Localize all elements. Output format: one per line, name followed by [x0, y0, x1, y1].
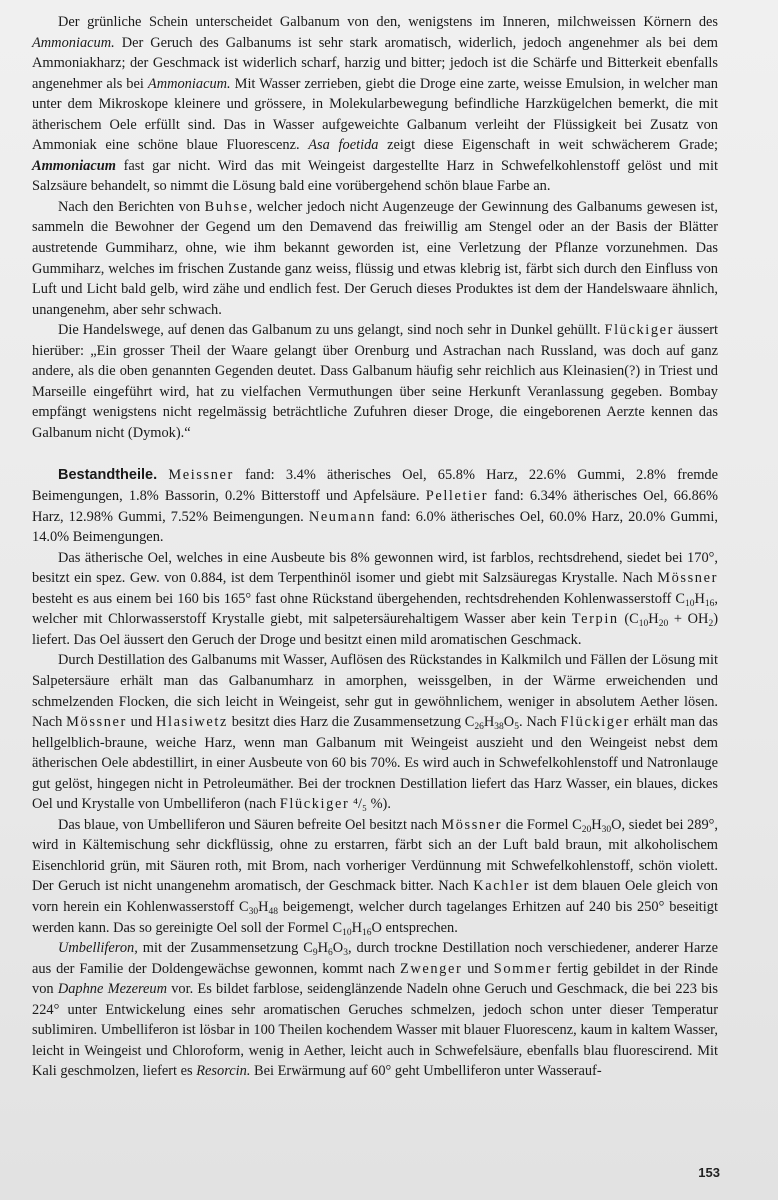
text-run: Der Geruch des Galbanums ist sehr stark aromatisch, widerlich, jedoch angenehmer als bei dem Ammoniakharz; der Geschmack ist widerlich scharf, harzig und bitter; jedoch ist die Schärfe und Bitterkeit ebenfalls angenehmer als bei — [32, 34, 718, 92]
text-run: Das blaue, von Umbelliferon und Säuren befreite Oel besitzt nach — [58, 816, 442, 833]
text-run: und — [462, 960, 494, 977]
text-run: Bei Erwärmung auf 60° geht Umbelliferon unter Wasserauf- — [250, 1063, 602, 1080]
text-run: Nach den Berichten von — [58, 198, 205, 215]
text-run: fand: 3.4% ätherisches Oel, 65.8% Harz, 22.6% Gummi, 2.8% fremde Beimengungen, 1.8% Bassorin, 0.2% Bitterstoff und Apfelsäure. — [32, 467, 718, 505]
author-name: Buhse — [204, 198, 249, 215]
author-name: Pelletier — [425, 488, 489, 505]
text-run: äussert hierüber: „Ein grosser Theil der Waare gelangt über Orenburg und Astrachan nach Russland, was doch auf ganz andere, als die oben genannten Gegenden deutet. Dass Galbanum häufig sehr reichlich aus Kleinasien(?) in Triest und Marseille eingeführt wird, hat zu vielfachen Vermuthungen über seine Herkunft Veranlassung gegeben. Bombay empfängt wenigstens nicht regelmässig beträchtliche Zufuhren dieser Droge, die eingeborenen Aerzte kennen das Galbanum nicht (Dymok).“ — [32, 322, 718, 441]
body-text — [32, 12, 718, 1082]
text-run: , durch trockne Destillation noch verschiedener, anderer Harze aus der Familie der Doldengewächse gewonnen, kommt nach — [32, 940, 718, 977]
text-run: ) liefert. Das Oel äussert den Geruch der Droge und besitzt einen mild aromatischen Geschmack. — [32, 611, 718, 648]
paragraph-resin — [32, 650, 718, 814]
paragraph-trade-routes — [32, 320, 718, 443]
text-run: fand: 6.0% ätherisches Oel, 60.0% Harz, 20.0% Gummi, 14.0% Beimengungen. — [32, 508, 718, 546]
text-run: fand: 6.34% ätherisches Oel, 66.86% Harz, 12.98% Gummi, 7.52% Beimengungen. — [32, 488, 718, 525]
formula-subscript: 26 — [474, 722, 484, 733]
text-run: fertig gebildet in der Rinde von — [32, 960, 719, 998]
formula-subscript: 10 — [684, 598, 695, 609]
text-run: H — [648, 611, 659, 628]
author-name: Flückiger — [604, 322, 675, 339]
italic-term: Ammoniacum. — [147, 75, 231, 92]
formula-subscript: 38 — [494, 722, 504, 733]
text-run: + OH — [668, 611, 709, 628]
text-run: fast gar nicht. Wird das mit Weingeist dargestellte Harz in Schwefelkohlenstoff gelöst und mit Salzsäure behandelt, so nimmt die Lösung bald eine vorübergehend schön blaue Farbe an. — [32, 157, 718, 195]
formula-subscript: 30 — [601, 824, 612, 835]
text-run: O, siedet bei 289°, wird in Kältemischung sehr dickflüssig, ohne zu erstarren, färbt sich an der Luft bald braun, mit alkoholischem Eisenchlorid grün, mit Säuren roth, mit Brom, nach vorheriger Verdünnung mit Schwefelkohlenstoff, schön violett. Der Geruch ist nicht unangenehm aromatisch, der Geschmack bitter. Nach — [32, 816, 718, 895]
section-gap — [32, 443, 718, 465]
author-name: Kachler — [473, 878, 530, 895]
text-run: erhält man das hellgelblich-braune, weiche Harz, wenn man Galbanum mit Weingeist auszieht und den Weingeist nebst dem ätherischen Oele abdestillirt, in einer Ausbeute von 60 bis 70%. Es wird auch in Schwefelkohlenstoff und Natronlauge gut gelöst, hingegen nicht in Petroleumäther. Bei der trocknen Destillation liefert das Harz Wasser, ein blaues, dickes Oel und Krystalle von Umbelliferon (nach — [32, 714, 719, 813]
text-run: ist dem blauen Oele gleich von vorn herein ein Kohlenwasserstoff C — [32, 878, 718, 915]
author-name: Mössner — [441, 816, 503, 833]
section-heading: Bestandtheile. — [58, 467, 158, 484]
paragraph-harvest — [32, 197, 718, 320]
text-run: besitzt dies Harz die Zusammensetzung C — [228, 714, 475, 731]
paragraph-constituents — [32, 465, 718, 547]
text-run: Der grünliche Schein unterscheidet Galbanum von den, wenigstens im Inneren, milchweissen Körnern des — [58, 14, 718, 30]
formula-subscript: 16 — [704, 598, 715, 609]
paragraph-galbanum-description — [32, 12, 718, 197]
text-run: H — [351, 919, 363, 936]
formula-subscript: 6 — [328, 948, 333, 959]
page-number: 153 — [698, 1165, 720, 1180]
formula-subscript: 20 — [581, 824, 592, 835]
text-run: O — [332, 940, 344, 957]
text-run: beigemengt, welcher durch tagelanges Erhitzen auf 240 bis 250° beseitigt werden kann. Das so gereinigte Oel soll der Formel C — [32, 898, 719, 936]
formula-subscript: 10 — [342, 927, 352, 938]
paragraph-umbelliferon — [32, 938, 718, 1082]
author-name: Zwenger — [400, 960, 463, 977]
author-name: Meissner — [168, 467, 234, 484]
text-run: (C — [618, 611, 639, 628]
formula-subscript: 16 — [362, 927, 372, 938]
text-run: Durch Destillation des Galbanums mit Wasser, Auflösen des Rückstandes in Kalkmilch und Fällen der Lösung mit Salpetersäure erhält man das Galbanumharz in amorphen, weissgelben, in der Wärme erweichenden und schmelzenden Flocken, die sich leicht in Weingeist, sehr gut in gewöhnlichem, weniger in absolutem Aether lösen. Nach — [32, 652, 718, 731]
italic-term: Umbelliferon, — [58, 940, 138, 957]
italic-term: Ammoniacum. — [32, 34, 115, 51]
text-run: , welcher mit Chlorwasserstoff Krystalle giebt, mit salpetersäurehaltigem Wasser aber kein — [32, 590, 718, 628]
author-name: Neumann — [308, 508, 376, 525]
formula-subscript: 48 — [268, 906, 279, 917]
italic-term: Daphne Mezereum — [57, 981, 167, 998]
paragraph-essential-oil — [32, 548, 718, 651]
formula-subscript: 2 — [708, 619, 714, 630]
italic-term: Resorcin. — [196, 1063, 251, 1080]
text-run: vor. Es bildet farblose, seidenglänzende Nadeln ohne Geruch und Geschmack, die bei 223 bis 224° unter Entwickelung eines sehr aromatischen Geruches schmelzen, jedoch schon unter dieser Temperatur sublimiren. Umbelliferon ist lösbar in 100 Theilen kochendem Wasser mit blauer Fluorescenz, kaum in kaltem Wasser, leicht in Weingeist und Chloroform, wenig in Aether, leicht auch in Schwefelsäure, ebenfalls blau fluorescirend. Mit Kali geschmolzen, liefert es — [32, 981, 718, 1080]
text-run: . Nach — [518, 714, 561, 731]
formula-subscript: 9 — [312, 948, 318, 959]
text-run: O — [503, 714, 515, 731]
author-name: Flückiger — [560, 714, 631, 731]
author-name: Mössner — [66, 714, 127, 731]
text-run: H — [483, 714, 495, 731]
text-run: und — [126, 714, 157, 731]
italic-term: Asa foetida — [308, 137, 379, 154]
paragraph-blue-oil — [32, 815, 718, 938]
author-name: Sommer — [493, 960, 553, 977]
spaced-term: Terpin — [571, 611, 619, 628]
formula-subscript: 30 — [248, 906, 259, 917]
formula-subscript: 3 — [343, 948, 348, 959]
text-run: H — [591, 816, 602, 833]
text-run: besteht es aus einem bei 160 bis 165° fast ohne Rückstand übergehenden, rechtsdrehenden Kohlenwasserstoff C — [32, 590, 685, 607]
formula-subscript: 10 — [638, 619, 649, 630]
text-run: die Formel C — [502, 816, 582, 833]
formula-subscript: 5 — [514, 722, 519, 733]
text-run: H — [258, 898, 269, 915]
text-run: O entsprechen. — [371, 919, 458, 936]
author-name: Hlasiwetz — [156, 714, 228, 731]
text-run: H — [694, 590, 705, 607]
author-name: Flückiger — [279, 796, 350, 813]
text-run: Die Handelswege, auf denen das Galbanum zu uns gelangt, sind noch sehr in Dunkel gehüllt. — [58, 322, 605, 339]
italic-term: Ammoniacum — [32, 157, 116, 174]
text-run: Mit Wasser zerrieben, giebt die Droge eine zarte, weisse Emulsion, in welcher man unter dem Mikroskope kleinere und grössere, in Molekularbewegung befindliche Harzkügelchen bemerkt, die mit ätherischem Oele erfüllt sind. Das in Wasser aufgeweichte Galbanum verleiht der Flüssigkeit bei Zusatz von Ammoniak eine schöne blaue Fluorescenz. — [32, 75, 719, 154]
author-name: Mössner — [657, 570, 718, 587]
formula-subscript: 20 — [658, 619, 669, 630]
text-run: Das ätherische Oel, welches in eine Ausbeute bis 8% gewonnen wird, ist farblos, rechtsdrehend, siedet bei 170°, besitzt ein spez. Gew. von 0.884, ist dem Terpenthinöl isomer und giebt mit Salzsäuregas Krystalle. Nach — [32, 549, 718, 587]
text-run: zeigt diese Eigenschaft in weit schwächerem Grade; — [378, 137, 718, 154]
text-run: H — [317, 940, 329, 957]
text-run: mit der Zusammensetzung C — [137, 940, 313, 957]
text-run: , welcher jedoch nicht Augenzeuge der Gewinnung des Galbanums gewesen ist, sammeln die Bewohner der Gegend um den Demavend das freiwillig am Stengel oder an der Basis der Blätter austretende Gummiharz, ohne, wie ihm bekannt geworden ist, eine Verletzung der Pflanze vorzunehmen. Das Gummiharz, welches im frischen Zustande ganz weiss, flüssig und etwas klebrig ist, färbt sich durch den Einfluss von Luft und Licht bald gelb, wird zähe und endlich fest. Der Geruch dieses Produktes ist dem der Handelswaare ähnlich, unangenehm, aber sehr schwach. — [32, 198, 718, 318]
text-run: ⁴/₅ %). — [349, 796, 391, 813]
